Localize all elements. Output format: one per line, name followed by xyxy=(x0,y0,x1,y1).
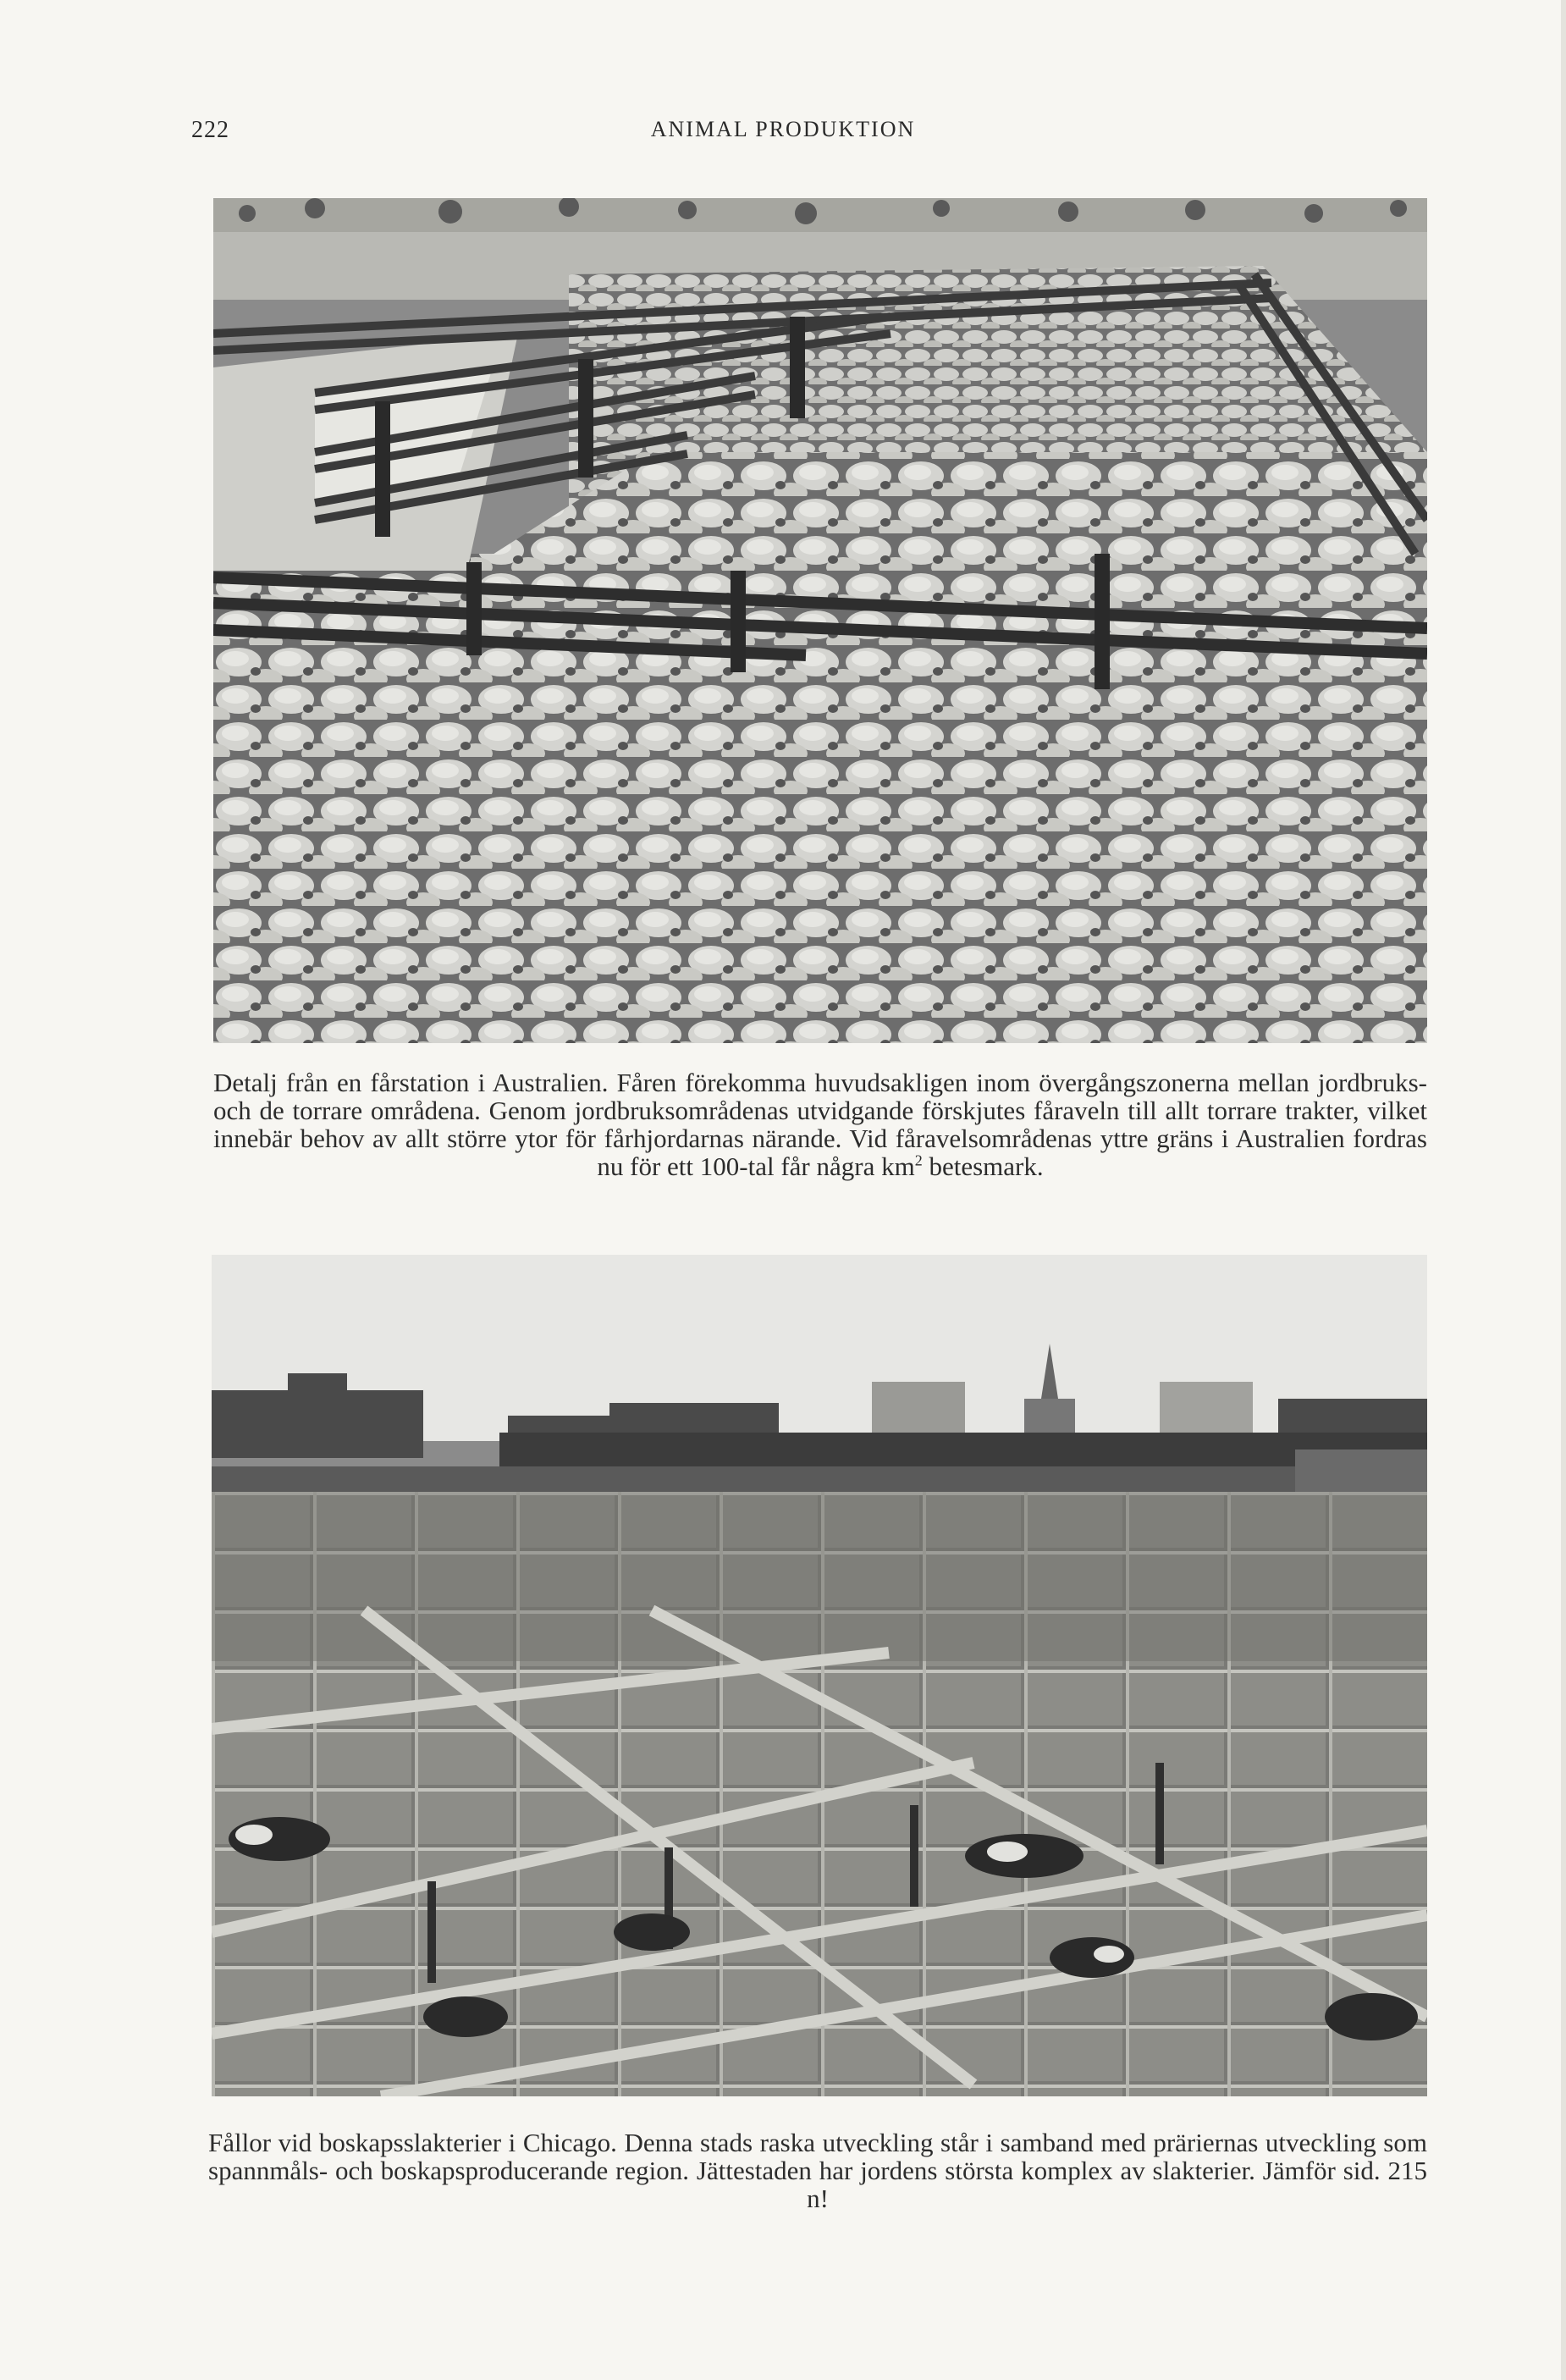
page-number: 222 xyxy=(191,117,229,143)
sheep-station-photo xyxy=(213,198,1427,1043)
figure-caption-stockyards: Fållor vid boskapsslakterier i Chicago. Denna stads raska utveckling står i samband med präriernas utveckling som spannmåls- och boskapsproducerande region. Jättestaden har jordens största komplex av slakterier. Jämför sid. 215 n! xyxy=(208,2128,1427,2213)
sheep-station-illustration xyxy=(213,198,1427,1043)
running-head: ANIMAL PRODUKTION xyxy=(650,117,916,141)
figure-caption-sheep xyxy=(213,1069,1427,1180)
chicago-stockyards-photo xyxy=(212,1255,1427,2096)
stockyards-illustration xyxy=(212,1255,1427,2096)
figure-caption-sheep-text: Detalj från en fårstation i Australien. Fåren förekomma huvudsakligen inom övergångszonerna mellan jordbruks- och de torrare områdena. Genom jordbruksområdenas utvidgande förskjutes fåraveln till allt torrare trakter, vilket innebär behov av allt större ytor för fårhjordarnas närande. Vid fåravelsområdenas yttre gräns i Australien fordras nu för ett 100-tal får några km xyxy=(213,1068,1427,1181)
superscript-2: 2 xyxy=(914,1151,923,1169)
page-header xyxy=(0,117,1566,151)
figure-caption-sheep-end: betesmark. xyxy=(922,1151,1044,1181)
